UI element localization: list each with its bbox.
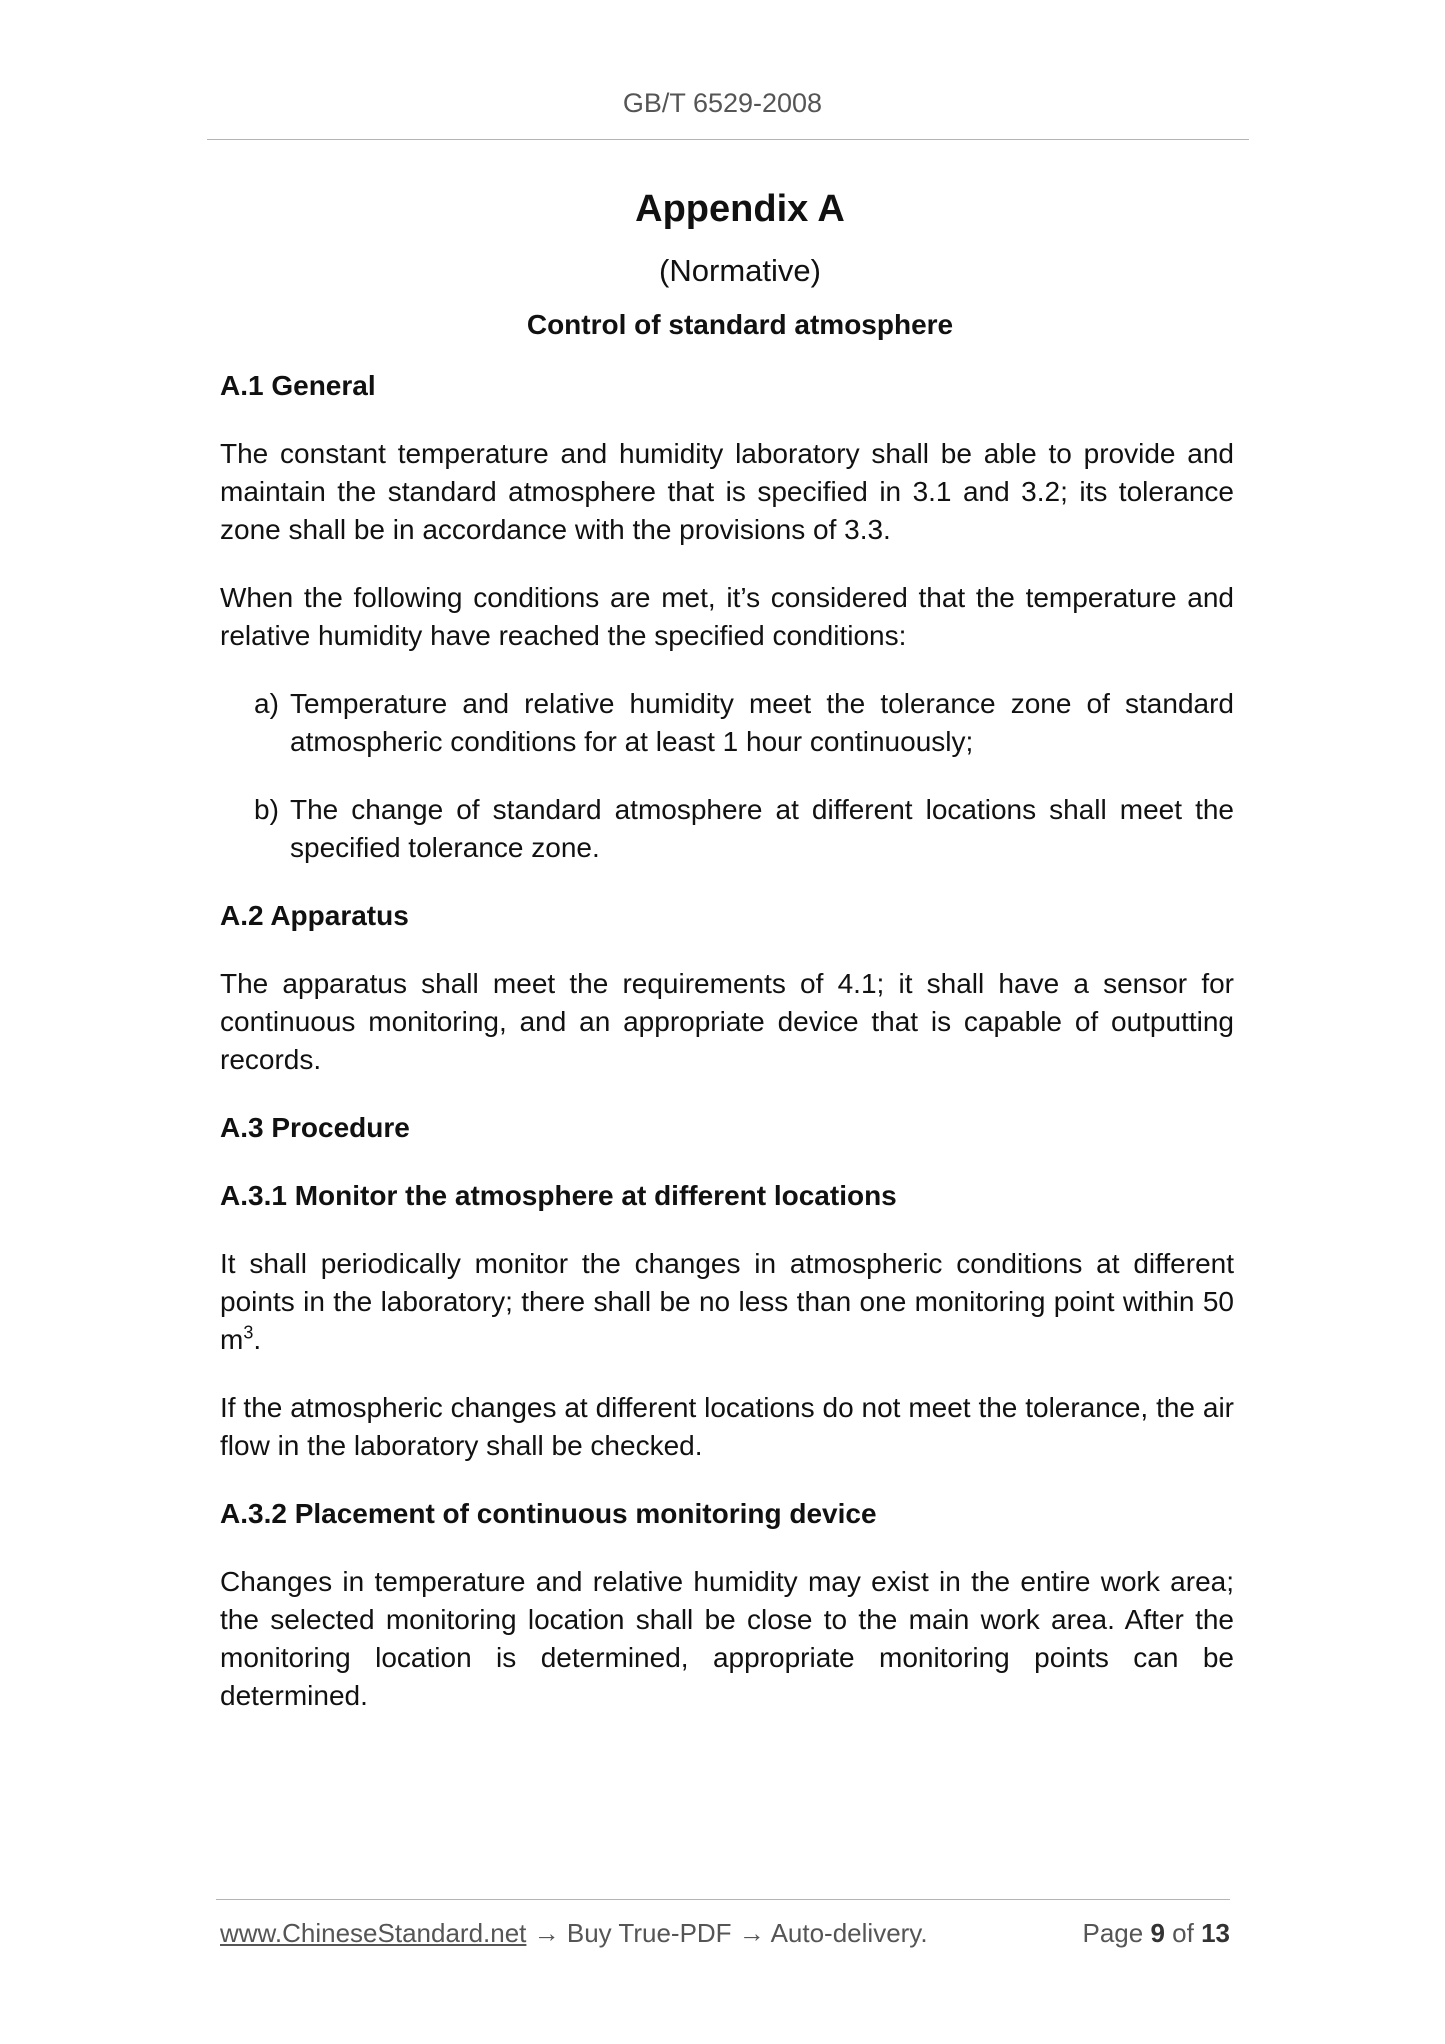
paragraph-a1-1: The constant temperature and humidity laboratory shall be able to provide and maintain the standard atmosphere that is specified in 3.1 and 3.2; its tolerance zone shall be in accordance with the provisions of 3.3. — [220, 438, 1234, 545]
list-marker: a) — [254, 688, 279, 719]
paragraph-a2-1: The apparatus shall meet the requirements of 4.1; it shall have a sensor for continuous monitoring, and an appropriate device that is capable of outputting records. — [220, 968, 1234, 1075]
list-item-b — [220, 791, 1234, 867]
paragraph-a31-1-end: . — [253, 1324, 262, 1355]
page-label: Page — [1082, 1918, 1144, 1948]
list-text: The change of standard atmosphere at different locations shall meet the specified tolerance zone. — [290, 794, 1234, 863]
list-marker: b) — [254, 794, 279, 825]
paragraph-a31-1-text: It shall periodically monitor the changes in atmospheric conditions at different points in the laboratory; there shall be no less than one monitoring point within 50 m — [220, 1248, 1234, 1355]
footer-divider — [216, 1899, 1230, 1900]
section-heading-a3: A.3 Procedure — [220, 1112, 410, 1143]
paragraph-a31-1 — [220, 1245, 1234, 1359]
page-indicator — [1082, 1918, 1230, 1949]
section-heading-a2: A.2 Apparatus — [220, 900, 409, 931]
page-total: 13 — [1201, 1918, 1230, 1948]
paragraph-a1-2: When the following conditions are met, it’s considered that the temperature and relative humidity have reached the specified conditions: — [220, 582, 1234, 651]
document-number-header: GB/T 6529-2008 — [622, 88, 823, 118]
superscript-cubed: 3 — [243, 1322, 254, 1343]
section-heading-a1: A.1 General — [220, 370, 376, 401]
header-divider — [207, 139, 1249, 140]
section-heading-a31: A.3.1 Monitor the atmosphere at different locations — [220, 1180, 897, 1211]
paragraph-a32-1: Changes in temperature and relative humidity may exist in the entire work area; the selected monitoring location shall be close to the main work area. After the monitoring location is determined, appropriate monitoring points can be determined. — [220, 1566, 1234, 1711]
page-content — [220, 180, 1234, 1715]
footer-tagline: → Buy True-PDF → Auto-delivery. — [526, 1918, 928, 1948]
list-text: Temperature and relative humidity meet the tolerance zone of standard atmospheric conditions for at least 1 hour continuously; — [290, 688, 1234, 757]
appendix-caption: Control of standard atmosphere — [526, 309, 954, 340]
website-link[interactable]: www.ChineseStandard.net — [220, 1918, 527, 1948]
page-footer — [220, 1918, 1230, 1949]
page-current: 9 — [1150, 1918, 1165, 1948]
paragraph-a31-2: If the atmospheric changes at different locations do not meet the tolerance, the air flow in the laboratory shall be checked. — [220, 1392, 1234, 1461]
appendix-nature: (Normative) — [659, 253, 821, 288]
appendix-title: Appendix A — [635, 188, 845, 230]
list-item-a — [220, 685, 1234, 761]
page-of: of — [1172, 1918, 1194, 1948]
footer-left — [220, 1918, 928, 1949]
section-heading-a32: A.3.2 Placement of continuous monitoring device — [220, 1498, 877, 1529]
